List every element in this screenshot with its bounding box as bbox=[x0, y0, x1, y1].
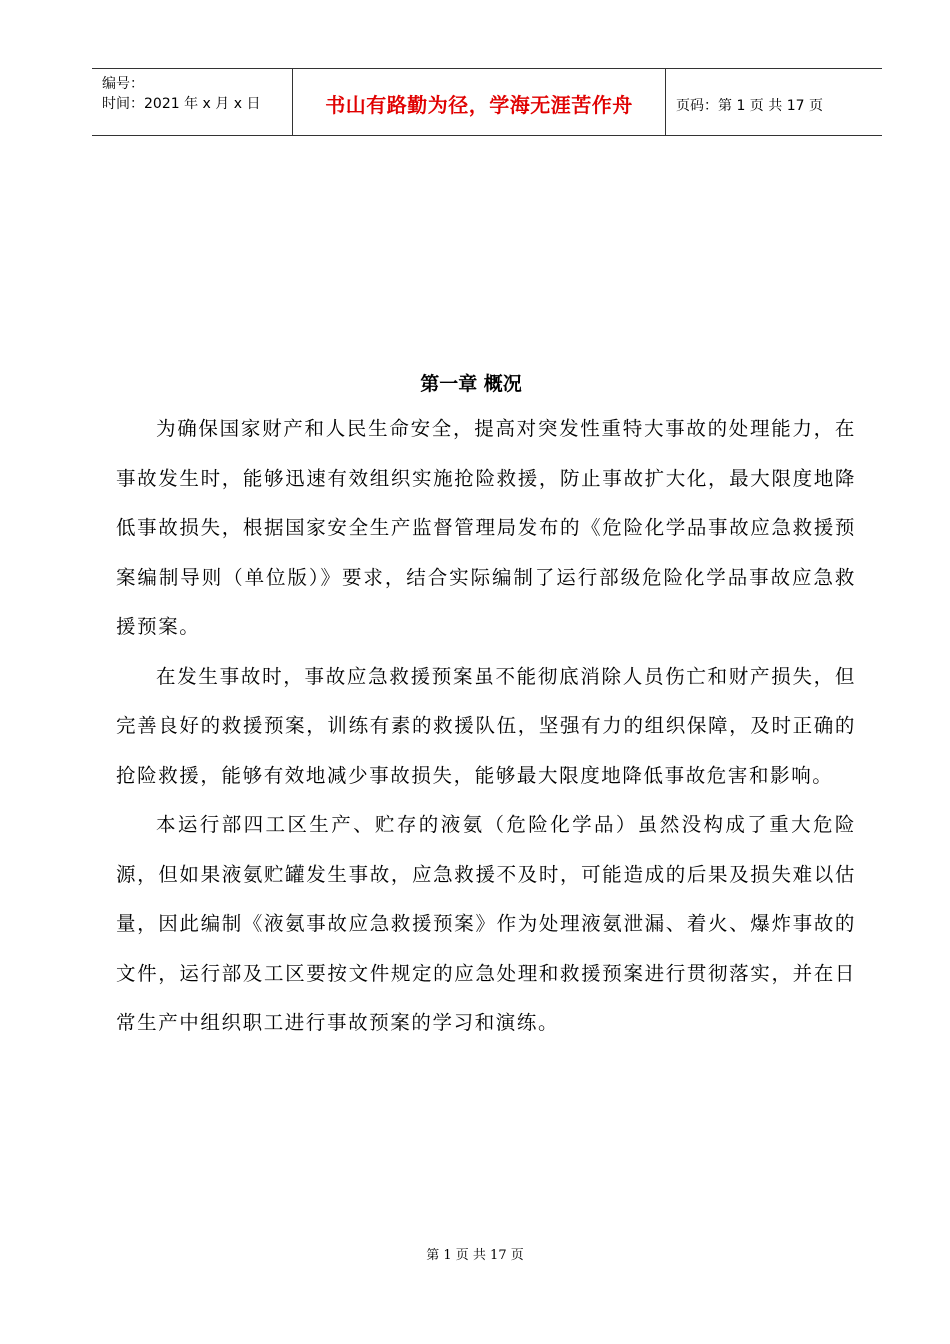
header-motto: 书山有路勤为径，学海无涯苦作舟 bbox=[325, 93, 633, 117]
page-header bbox=[92, 68, 882, 136]
document-time-label: 时间：2021 年 x 月 x 日 bbox=[102, 96, 261, 112]
header-motto-cell bbox=[293, 69, 666, 135]
paragraph: 本运行部四工区生产、贮存的液氨（危险化学品）虽然没构成了重大危险源，但如果液氨贮罐发生事故，应急救援不及时，可能造成的后果及损失难以估量，因此编制《液氨事故应急救援预案》作为处理液氨泄漏、着火、爆炸事故的文件，运行部及工区要按文件规定的应急处理和救援预案进行贯彻落实，并在日常生产中组织职工进行事故预案的学习和演练。 bbox=[116, 813, 856, 1034]
chapter-title: 第一章 概况 bbox=[420, 373, 522, 395]
paragraph: 在发生事故时，事故应急救援预案虽不能彻底消除人员伤亡和财产损失，但完善良好的救援预案，训练有素的救援队伍，坚强有力的组织保障，及时正确的抢险救援，能够有效地减少事故损失，能够最大限度地降低事故危害和影响。 bbox=[116, 664, 856, 787]
header-page-number: 页码：第 1 页 共 17 页 bbox=[676, 98, 823, 114]
document-number-label: 编号： bbox=[102, 76, 144, 92]
page-footer: 第 1 页 共 17 页 bbox=[426, 1248, 524, 1263]
paragraph: 为确保国家财产和人民生命安全，提高对突发性重特大事故的处理能力，在事故发生时，能够迅速有效组织实施抢险救援，防止事故扩大化，最大限度地降低事故损失，根据国家安全生产监督管理局发布的《危险化学品事故应急救援预案编制导则（单位版）》要求，结合实际编制了运行部级危险化学品事故应急救援预案。 bbox=[116, 417, 856, 638]
header-page-cell bbox=[666, 69, 882, 135]
document-body bbox=[116, 364, 856, 1048]
header-info-cell bbox=[92, 69, 293, 135]
